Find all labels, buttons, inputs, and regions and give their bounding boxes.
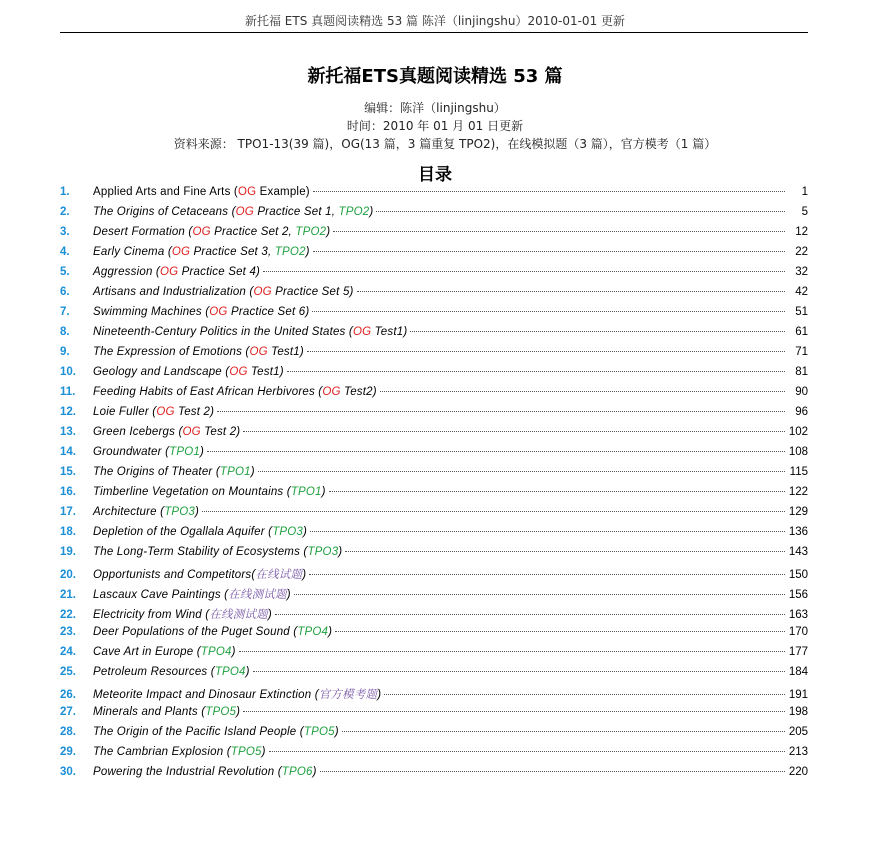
toc-source-tag: OG <box>253 286 272 298</box>
toc-entry-page: 51 <box>795 306 808 318</box>
toc-entry[interactable] <box>60 366 808 386</box>
toc-entry[interactable] <box>60 306 808 326</box>
toc-entry-title <box>93 426 240 438</box>
toc-source-tag: 在线测试题 <box>228 587 287 601</box>
toc-leader-dots <box>207 451 785 452</box>
toc-source-text: Test 2) <box>200 426 241 438</box>
toc-source-text: Practice Set 3, <box>190 246 275 258</box>
toc-entry-number: 16. <box>60 486 76 498</box>
toc-entry-page: 220 <box>788 766 808 778</box>
toc-entry-number: 2. <box>60 206 70 218</box>
toc-entry-page: 71 <box>795 346 808 358</box>
toc-entry-title-text: Meteorite Impact and Dinosaur Extinction ( <box>93 689 319 701</box>
running-header: 新托福 ETS 真题阅读精选 53 篇 陈洋（linjingshu）2010-01-01 更新 <box>244 14 626 28</box>
toc-entry-page: 108 <box>788 446 808 458</box>
toc-entry-page: 61 <box>795 326 808 338</box>
toc-leader-dots <box>239 651 785 652</box>
toc-entry-page: 177 <box>788 646 808 658</box>
toc-entry-number: 18. <box>60 526 76 538</box>
toc-source-text: ) <box>286 589 291 601</box>
toc-entry-title-text: The Long-Term Stability of Ecosystems ( <box>93 546 308 558</box>
toc-entry-title-text: Aggression ( <box>93 266 160 278</box>
toc-entry-number: 19. <box>60 546 76 558</box>
toc-entry-page: 156 <box>788 589 808 601</box>
toc-entry[interactable] <box>60 186 808 206</box>
toc-source-text: Test 2) <box>174 406 215 418</box>
toc-entry-title <box>93 466 255 478</box>
toc-entry-page: 213 <box>788 746 808 758</box>
toc-source-text: ) <box>231 646 236 658</box>
toc-leader-dots <box>333 231 785 232</box>
toc-source-text: Practice Set 6) <box>227 306 310 318</box>
toc-entry-title <box>93 666 250 678</box>
toc-source-tag: OG <box>171 246 191 258</box>
toc-entry-title-text: The Origins of Theater ( <box>93 466 220 478</box>
toc-entry-page: 143 <box>788 546 808 558</box>
toc-entry[interactable] <box>60 326 808 346</box>
toc-leader-dots <box>329 491 785 492</box>
toc-source-text: Test1) <box>267 346 304 358</box>
time-line: 时间：2010 年 01 月 01 日更新 <box>346 119 524 133</box>
toc-source-tag: 在线试题 <box>255 567 303 581</box>
toc-source-tag: TPO1 <box>219 466 251 478</box>
toc-source-text: ) <box>267 609 272 621</box>
toc-entry-title <box>93 306 309 318</box>
toc-entry-page: 191 <box>788 689 808 701</box>
toc-entry-title <box>93 646 236 658</box>
toc-entry[interactable] <box>60 346 808 366</box>
toc-source-text: ) <box>377 689 382 701</box>
toc-source-tag: TPO3 <box>272 526 304 538</box>
toc-entry-title-text: Lascaux Cave Paintings ( <box>93 589 229 601</box>
header-rule <box>60 32 808 33</box>
toc-source-text: ) <box>303 526 308 538</box>
toc-source-text: Practice Set 2, <box>210 226 296 238</box>
toc-entry-title <box>93 586 291 602</box>
toc-source-text: ) <box>312 766 317 778</box>
toc-leader-dots <box>342 731 785 732</box>
toc-entry-title-text: The Origins of Cetaceans ( <box>93 206 236 218</box>
toc-leader-dots <box>253 671 785 672</box>
toc-leader-dots <box>258 471 785 472</box>
toc-entry[interactable] <box>60 226 808 246</box>
toc-entry-page: 12 <box>795 226 808 238</box>
toc-entry-number: 11. <box>60 386 76 398</box>
toc-source-tag: TPO2 <box>295 226 327 238</box>
toc-source-tag: OG <box>235 206 254 218</box>
toc-entry-number: 14. <box>60 446 76 458</box>
toc-entry-title <box>93 706 240 718</box>
toc-leader-dots <box>410 331 785 332</box>
editor-line: 编辑：陈洋（linjingshu） <box>364 101 506 115</box>
toc-source-tag: TPO3 <box>164 506 196 518</box>
toc-entry[interactable] <box>60 586 808 606</box>
toc-source-text: ) <box>195 506 200 518</box>
toc-entry-page: 198 <box>788 706 808 718</box>
toc-leader-dots <box>263 271 785 272</box>
toc-entry-title <box>93 386 377 398</box>
toc-leader-dots <box>376 211 785 212</box>
toc-source-text: ) <box>302 569 307 581</box>
toc-entry-title <box>93 266 260 278</box>
toc-entry-title <box>93 726 339 738</box>
toc-entry[interactable] <box>60 446 808 466</box>
toc-entry-title <box>93 406 214 418</box>
toc-entry-title <box>93 746 266 758</box>
toc-source-tag: 在线测试题 <box>209 607 268 621</box>
toc-entry-title-text: Loie Fuller ( <box>93 406 157 418</box>
toc-source-text: ) <box>321 486 326 498</box>
toc-source-tag: 官方模考题 <box>318 687 378 701</box>
toc-entry[interactable] <box>60 706 808 726</box>
toc-entry-title <box>93 186 310 198</box>
toc-entry-page: 102 <box>788 426 808 438</box>
toc-entry[interactable] <box>60 766 808 786</box>
toc-leader-dots <box>269 751 785 752</box>
toc-source-tag: TPO1 <box>169 446 200 458</box>
toc-entry-title <box>93 506 199 518</box>
toc-source-tag: TPO5 <box>205 706 237 718</box>
toc-entry-title-text: Feeding Habits of East African Herbivores ( <box>93 386 323 398</box>
toc-source-text: ) <box>261 746 266 758</box>
toc-entry[interactable] <box>60 546 808 566</box>
toc-entry-page: 136 <box>788 526 808 538</box>
toc-source-text: ) <box>334 726 339 738</box>
toc-leader-dots <box>320 771 785 772</box>
toc-leader-dots <box>345 551 785 552</box>
toc-entry-number: 9. <box>60 346 70 358</box>
toc-entry-title-text: Architecture ( <box>93 506 165 518</box>
toc-entry-number: 25. <box>60 666 76 678</box>
toc-entry-title <box>93 686 381 702</box>
toc-leader-dots <box>202 511 785 512</box>
toc-entry[interactable] <box>60 286 808 306</box>
toc-entry-number: 10. <box>60 366 76 378</box>
toc-entry-title-text: Opportunists and Competitors( <box>93 569 256 581</box>
toc-entry-title-text: Swimming Machines ( <box>93 306 210 318</box>
toc-entry-page: 32 <box>795 266 808 278</box>
toc-entry-number: 7. <box>60 306 70 318</box>
toc-entry[interactable] <box>60 206 808 226</box>
toc-entry-number: 8. <box>60 326 70 338</box>
toc-entry[interactable] <box>60 646 808 666</box>
toc-entry-title-text: Green Icebergs ( <box>93 426 183 438</box>
toc-entry[interactable] <box>60 686 808 706</box>
toc-source-tag: OG <box>352 326 372 338</box>
toc-entry-title <box>93 326 407 338</box>
toc-entry-title <box>93 626 332 638</box>
toc-leader-dots <box>313 191 785 192</box>
toc-entry-number: 3. <box>60 226 70 238</box>
toc-source-tag: TPO4 <box>214 666 246 678</box>
toc-leader-dots <box>243 711 785 712</box>
toc-entry[interactable] <box>60 466 808 486</box>
toc-entry-title-text: Groundwater ( <box>93 446 170 458</box>
toc-entry-title-text: Desert Formation ( <box>93 226 193 238</box>
toc-entry-number: 29. <box>60 746 76 758</box>
toc-leader-dots <box>312 311 785 312</box>
toc-entry-title <box>93 206 373 218</box>
toc-entry-title-text: Electricity from Wind ( <box>93 609 210 621</box>
toc-entry-number: 28. <box>60 726 76 738</box>
toc-entry-title <box>93 226 330 238</box>
toc-entry[interactable] <box>60 746 808 766</box>
table-of-contents <box>60 186 808 786</box>
toc-source-tag: TPO3 <box>307 546 339 558</box>
toc-entry[interactable] <box>60 566 808 586</box>
toc-source-text: ) <box>250 466 255 478</box>
toc-entry-number: 27. <box>60 706 76 718</box>
toc-entry-title <box>93 446 204 458</box>
toc-source-text: ) <box>338 546 343 558</box>
toc-entry-page: 205 <box>788 726 808 738</box>
toc-source-tag: OG <box>192 226 211 238</box>
toc-entry-title-text: Geology and Landscape ( <box>93 366 230 378</box>
toc-source-tag: TPO5 <box>230 746 262 758</box>
toc-entry-page: 163 <box>788 609 808 621</box>
toc-entry[interactable] <box>60 606 808 626</box>
toc-source-tag: TPO6 <box>281 766 313 778</box>
toc-source-tag: TPO4 <box>200 646 232 658</box>
toc-entry-page: 90 <box>795 386 808 398</box>
toc-entry-number: 15. <box>60 466 76 478</box>
toc-entry-number: 20. <box>60 569 76 581</box>
toc-entry-title <box>93 366 284 378</box>
toc-entry-page: 81 <box>795 366 808 378</box>
toc-source-tag: TPO5 <box>303 726 335 738</box>
toc-source-text: ) <box>305 246 310 258</box>
document-title: 新托福ETS真题阅读精选 53 篇 <box>307 66 563 87</box>
toc-source-tag: TPO2 <box>274 246 306 258</box>
source-line: 资料来源： TPO1-13(39 篇)，OG(13 篇，3 篇重复 TPO2)，在线模拟题（3 篇），官方模考（1 篇） <box>173 137 717 151</box>
toc-entry-page: 22 <box>795 246 808 258</box>
toc-entry-page: 129 <box>788 506 808 518</box>
toc-leader-dots <box>384 694 785 695</box>
toc-entry-page: 96 <box>795 406 808 418</box>
toc-source-text: ) <box>236 706 241 718</box>
toc-entry-title-text: Artisans and Industrialization ( <box>93 286 254 298</box>
toc-entry-title <box>93 766 317 778</box>
toc-entry[interactable] <box>60 406 808 426</box>
toc-leader-dots <box>335 631 785 632</box>
toc-entry[interactable] <box>60 726 808 746</box>
toc-source-tag: OG <box>237 186 257 198</box>
toc-entry-title-text: Nineteenth-Century Politics in the United States ( <box>93 326 353 338</box>
toc-leader-dots <box>380 391 785 392</box>
toc-source-tag: TPO1 <box>290 486 322 498</box>
toc-source-tag: TPO2 <box>338 206 370 218</box>
toc-entry[interactable] <box>60 526 808 546</box>
toc-source-tag: OG <box>249 346 268 358</box>
toc-entry[interactable] <box>60 386 808 406</box>
toc-source-tag: OG <box>156 406 175 418</box>
toc-leader-dots <box>310 531 785 532</box>
toc-source-text: ) <box>245 666 250 678</box>
toc-entry-number: 26. <box>60 689 76 701</box>
toc-entry-title-text: Timberline Vegetation on Mountains ( <box>93 486 291 498</box>
toc-leader-dots <box>309 574 785 575</box>
toc-entry-title <box>93 566 306 582</box>
toc-entry[interactable] <box>60 266 808 286</box>
toc-entry-number: 17. <box>60 506 76 518</box>
toc-entry-title-text: The Cambrian Explosion ( <box>93 746 231 758</box>
toc-source-tag: OG <box>182 426 201 438</box>
toc-entry[interactable] <box>60 426 808 446</box>
toc-entry-title-text: The Origin of the Pacific Island People ( <box>93 726 304 738</box>
toc-entry[interactable] <box>60 246 808 266</box>
toc-entry-page: 42 <box>795 286 808 298</box>
toc-leader-dots <box>275 614 785 615</box>
toc-leader-dots <box>294 594 785 595</box>
toc-source-text: ) <box>369 206 374 218</box>
toc-entry[interactable] <box>60 486 808 506</box>
toc-entry-title <box>93 286 354 298</box>
toc-leader-dots <box>243 431 785 432</box>
toc-entry-number: 24. <box>60 646 76 658</box>
toc-source-text: Practice Set 4) <box>178 266 261 278</box>
toc-leader-dots <box>307 351 785 352</box>
toc-leader-dots <box>357 291 785 292</box>
toc-entry-title-text: Powering the Industrial Revolution ( <box>93 766 282 778</box>
toc-entry-title <box>93 246 310 258</box>
toc-entry[interactable] <box>60 626 808 646</box>
toc-entry-number: 23. <box>60 626 76 638</box>
toc-entry[interactable] <box>60 666 808 686</box>
toc-entry-title-text: Early Cinema ( <box>93 246 172 258</box>
toc-entry-title <box>93 606 272 622</box>
toc-heading: 目录 <box>418 165 452 185</box>
toc-entry-page: 150 <box>788 569 808 581</box>
toc-entry-page: 5 <box>801 206 808 218</box>
toc-source-text: Example) <box>256 186 310 198</box>
toc-entry-page: 170 <box>788 626 808 638</box>
toc-entry-title-text: Cave Art in Europe ( <box>93 646 201 658</box>
toc-source-text: Practice Set 1, <box>253 206 339 218</box>
toc-entry-page: 1 <box>801 186 808 198</box>
toc-source-tag: TPO4 <box>297 626 329 638</box>
toc-source-text: ) <box>326 226 331 238</box>
toc-entry-number: 22. <box>60 609 76 621</box>
toc-entry-number: 5. <box>60 266 70 278</box>
toc-source-text: Practice Set 5) <box>271 286 354 298</box>
toc-entry-page: 184 <box>788 666 808 678</box>
toc-source-tag: OG <box>229 366 248 378</box>
toc-entry-number: 13. <box>60 426 76 438</box>
toc-entry-title <box>93 486 326 498</box>
toc-entry-title-text: Minerals and Plants ( <box>93 706 206 718</box>
toc-entry-title-text: Applied Arts and Fine Arts ( <box>93 186 238 198</box>
toc-entry-number: 12. <box>60 406 76 418</box>
toc-entry-page: 122 <box>788 486 808 498</box>
toc-entry[interactable] <box>60 506 808 526</box>
toc-entry-number: 6. <box>60 286 70 298</box>
toc-source-tag: OG <box>209 306 228 318</box>
toc-leader-dots <box>217 411 785 412</box>
toc-entry-title <box>93 526 307 538</box>
toc-source-text: Test1) <box>371 326 408 338</box>
toc-entry-title <box>93 546 342 558</box>
toc-entry-title-text: Petroleum Resources ( <box>93 666 215 678</box>
toc-source-tag: OG <box>322 386 341 398</box>
toc-entry-number: 30. <box>60 766 76 778</box>
toc-entry-number: 1. <box>60 186 70 198</box>
toc-entry-page: 115 <box>789 466 808 478</box>
toc-entry-title <box>93 346 304 358</box>
toc-leader-dots <box>313 251 785 252</box>
toc-source-text: ) <box>199 446 204 458</box>
toc-entry-number: 21. <box>60 589 76 601</box>
toc-leader-dots <box>287 371 785 372</box>
toc-entry-title-text: The Expression of Emotions ( <box>93 346 250 358</box>
toc-entry-number: 4. <box>60 246 70 258</box>
toc-entry-title-text: Depletion of the Ogallala Aquifer ( <box>93 526 273 538</box>
toc-source-text: Test1) <box>247 366 284 378</box>
toc-source-text: ) <box>328 626 333 638</box>
toc-source-text: Test2) <box>340 386 377 398</box>
toc-entry-title-text: Deer Populations of the Puget Sound ( <box>93 626 298 638</box>
toc-source-tag: OG <box>159 266 179 278</box>
